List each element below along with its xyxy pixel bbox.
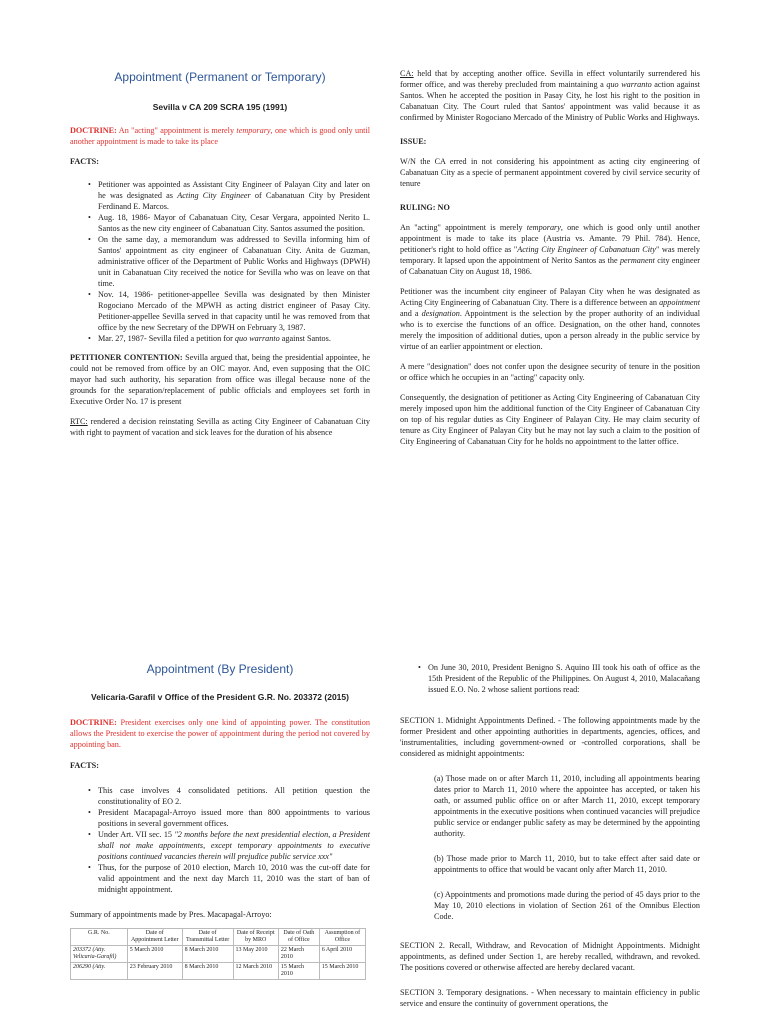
page-1-left-column [70,0,370,438]
facts-label: FACTS: [70,761,99,770]
fact-emphasis: Acting City Engineer [177,191,251,200]
doctrine-text: President exercises only one kind of appointing power. The constitution allows the President to exercise the power of appointment during the period not covered by appointing ban. [70,718,370,749]
page-2 [0,512,768,1024]
fact-text: President Macapagal-Arroyo issued more than 800 appointments to various positions in several government offices. [98,808,370,828]
fact-text: Petitioner was appointed as Assistant City Engineer of Palayan City and later on he was designated as [98,180,370,200]
table-header-row [71,929,366,946]
fact-emphasis: quo warranto [234,334,280,343]
summary-caption: Summary of appointments made by Pres. Macapagal-Arroyo: [70,910,272,919]
ruling-text: city engineer of Cabanatuan City on August 18, 1986. [400,256,701,276]
petitioner-text: Sevilla argued that, being the presidential appointee, he could not be removed from office by an OIC mayor. And, even supposing that the OIC mayor had such authority, his separation from office was illegal because none of the grounds for the separation/replacement of public officials and employees set forth in Executive Order No. 17 is present [70,353,370,406]
rtc-text: rendered a decision reinstating Sevilla as acting City Engineer of Cabanatuan City with right to payment of vacation and sick leaves for the duration of his absence [70,417,370,437]
table-cell: 12 March 2010 [233,963,278,980]
page-2-case-title: Velicaria-Garafil v Office of the President G.R. No. 203372 (2015) [91,692,349,702]
list-item [70,212,370,234]
section-2: SECTION 2. Recall, Withdraw, and Revocation of Midnight Appointments. Midnight appointments, as defined under Section 1, are hereby recalled, withdrawn, and revoked. The positions covered or otherwise affected are hereby declared vacant. [400,941,700,972]
table-cell: 5 March 2010 [127,946,182,963]
facts-list [70,179,370,344]
petitioner-label: PETITIONER CONTENTION: [70,353,183,362]
page-1-right-column [400,0,700,447]
eo-intro-list [400,662,700,695]
column-header: Date of Transmittal Letter [182,929,233,946]
table-cell: 15 March 2010 [319,963,365,980]
facts-list [70,785,370,895]
ruling-emphasis: appointment [659,298,700,307]
column-header: G.R. No. [71,929,128,946]
page-2-doctrine [70,717,370,750]
page-1-case-title: Sevilla v CA 209 SCRA 195 (1991) [152,102,288,112]
column-header: Date of Receipt by MRO [233,929,278,946]
table-row [71,946,366,963]
table-cell: 8 March 2010 [182,946,233,963]
table-cell: 15 March 2010 [278,963,319,980]
table-cell: 13 May 2010 [233,946,278,963]
section-1: SECTION 1. Midnight Appointments Defined. - The following appointments made by the former President and other appointing authorities in departments, agencies, offices, and 'instrumentalities, including government-owned or -controlled corporations, shall be considered as midnight appointments: [400,716,700,758]
section-1-sub-b: (b) Those made prior to March 11, 2010, but to take effect after said date or appointments to office that would be vacant only after March 11, 2010. [434,854,700,874]
column-header: Date of Appointment Letter [127,929,182,946]
ca-paragraph [400,68,700,123]
ruling-paragraph-1 [400,222,700,277]
appointments-table [70,928,366,980]
ruling-text: Petitioner was the incumbent city engineer of Palayan City when he was designated as Acting City Engineering of Cabanatuan City. There is a difference between an [400,287,700,307]
column-header: Assumption of Office [319,929,365,946]
ruling-emphasis: Acting City Engineer of Cabanatuan City [517,245,656,254]
table-cell: 22 March 2010 [278,946,319,963]
ruling-text: and a [400,309,422,318]
table-cell: 203372 (Atty. Velicaria-Garafil) [71,946,128,963]
page-2-right-column [400,512,700,1009]
ruling-text: An "acting" appointment is merely [400,223,527,232]
list-item [70,289,370,333]
petitioner-contention [70,352,370,407]
page-2-left-column [70,512,370,980]
table-cell: 206290 (Atty. [71,963,128,980]
fact-text: Under Art. VII sec. 15 [98,830,175,839]
list-item [70,179,370,212]
ruling-emphasis: designation [421,309,460,318]
list-item [70,333,370,344]
rtc-label: RTC: [70,417,88,426]
doctrine-text-end: , one which is good only until another appointment is made to take its place [70,126,370,146]
fact-text-end: against Santos. [279,334,331,343]
fact-text: Mar. 27, 1987- Sevilla filed a petition for [98,334,235,343]
list-item [70,807,370,829]
eo-intro-text: On June 30, 2010, President Benigno S. Aquino III took his oath of office as the 15th President of the Republic of the Philippines. On August 4, 2010, Malacañang issued E.O. No. 2 whose salient portions read: [428,663,700,694]
doctrine-label: DOCTRINE: [70,126,117,135]
fact-text: Nov. 14, 1986- petitioner-appellee Sevilla was designated by then Minister Rogociano Mercado of the MPWH as acting district engineer of Pasay City. Petitioner-appellee Sevilla served in that capacity until he was removed from that office by the new Secretary of the DPWH on February 3, 1987. [98,290,370,332]
ruling-paragraph-4: Consequently, the designation of petitioner as Acting City Engineering of Cabanatuan City merely imposed upon him the additional function of the City Engineer of Cabanatuan City on top of his regular duties as City Engineer of Palayan City. He may claim security of tenure as City Engineer of Palayan City but he may not lay such a claim to the position of City Engineering of Cabanatuan City for he holds no appointment to the latter office. [400,393,700,446]
fact-emphasis: "2 months before the next presidential election, a President shall not make appointments, except temporary appointments to executive positions continued vacancies therein will prejudice public service xxx" [98,830,370,861]
table-row [71,963,366,980]
fact-text-end: of Cabanatuan City by President Ferdinand E. Marcos. [98,191,371,211]
doctrine-label: DOCTRINE: [70,718,117,727]
table-cell: 23 February 2010 [127,963,182,980]
list-item [400,662,700,695]
ruling-emphasis: temporary [526,223,561,232]
ruling-label: RULING: NO [400,203,450,212]
issue-label: ISSUE: [400,137,427,146]
page-2-title: Appointment (By President) [146,662,294,676]
rtc-paragraph [70,416,370,438]
ruling-paragraph-2 [400,286,700,352]
section-1-sub-c: (c) Appointments and promotions made during the period of 45 days prior to the May 10, 2010 elections in violation of Section 261 of the Omnibus Election Code. [434,890,700,921]
doctrine-emphasis: temporary [236,126,271,135]
page-1-doctrine [70,125,370,147]
section-3: SECTION 3. Temporary designations. - When necessary to maintain efficiency in public service and ensure the continuity of government operations, the [400,988,700,1008]
ca-emphasis: quo warranto [606,80,652,89]
fact-text: Thus, for the purpose of 2010 election, March 10, 2010 was the cut-off date for valid appointment and the next day March 11, 2010 was the start of ban of midnight appointment. [98,863,370,894]
fact-text: This case involves 4 consolidated petitions. All petition question the constitutionality of EO 2. [98,786,370,806]
table-cell: 8 March 2010 [182,963,233,980]
list-item [70,785,370,807]
list-item [70,234,370,289]
ruling-text: . Appointment is the selection by the proper authority of an individual who is to exercise the functions of an office. Designation, on the other hand, connotes merely the imposition of additional duties, upon a person already in the public service by virtue of an earlier appointment or election. [400,309,700,351]
ruling-text: " was merely temporary. It lapsed upon the appointment of Nerito Santos as the [400,245,700,265]
column-header: Date of Oath of Office [278,929,319,946]
list-item [70,829,370,862]
list-item [70,862,370,895]
ca-label: CA: [400,69,414,78]
page-1-title: Appointment (Permanent or Temporary) [114,70,326,84]
ruling-paragraph-3: A mere "designation" does not confer upon the designee security of tenure in the position or office which he occupies in an "acting" capacity only. [400,362,700,382]
ca-text: held that by accepting another office. Sevilla in effect voluntarily surrendered his former office, and was thereby precluded from maintaining a [400,69,700,89]
issue-text: W/N the CA erred in not considering his appointment as acting city engineering of Cabanatuan City as a specie of permanent appointment covered by civil service security of tenure [400,157,700,188]
fact-text: On the same day, a memorandum was addressed to Sevilla informing him of Santos' appointment as city engineer of Cabanatuan City. Anita de Guzman, administrative officer of the Department of Public Works and Highways (DPWH) unit in Cabanatuan City received the notice for Sevilla who was on leave on that time. [98,235,370,288]
ruling-emphasis: permanent [619,256,655,265]
fact-text: Aug. 18, 1986- Mayor of Cabanatuan City, Cesar Vergara, appointed Nerito L. Santos as the new city engineer of Cabanatuan City. Santos assumed the position. [98,213,370,233]
ca-text-end: action against Santos. When he accepted the position in Pasay City, he lost his right to the position in Cabanatuan City. The Court ruled that Santos' appointment was valid because it as confirmed by Minister Rogociano Mercado of the Ministry of Public Works and Highways. [400,80,701,122]
facts-label: FACTS: [70,157,99,166]
doctrine-text: An "acting" appointment is merely [118,126,237,135]
section-1-sub-a: (a) Those made on or after March 11, 2010, including all appointments bearing dates prior to March 11, 2010 where the appointee has accepted, or taken his oath, or assumed public office on or after March 11, 2010, except temporary appointments in the executive positions when continued vacancies will prejudice public service or endanger public safety as may be determined by the appointing authority. [434,774,700,838]
ruling-text: , one which is good only until another appointment is made to take its place (Austria vs. Amante. 79 Phil. 784). Hence, petitioner's right to hold office as " [400,223,700,254]
table-cell: 6 April 2010 [319,946,365,963]
